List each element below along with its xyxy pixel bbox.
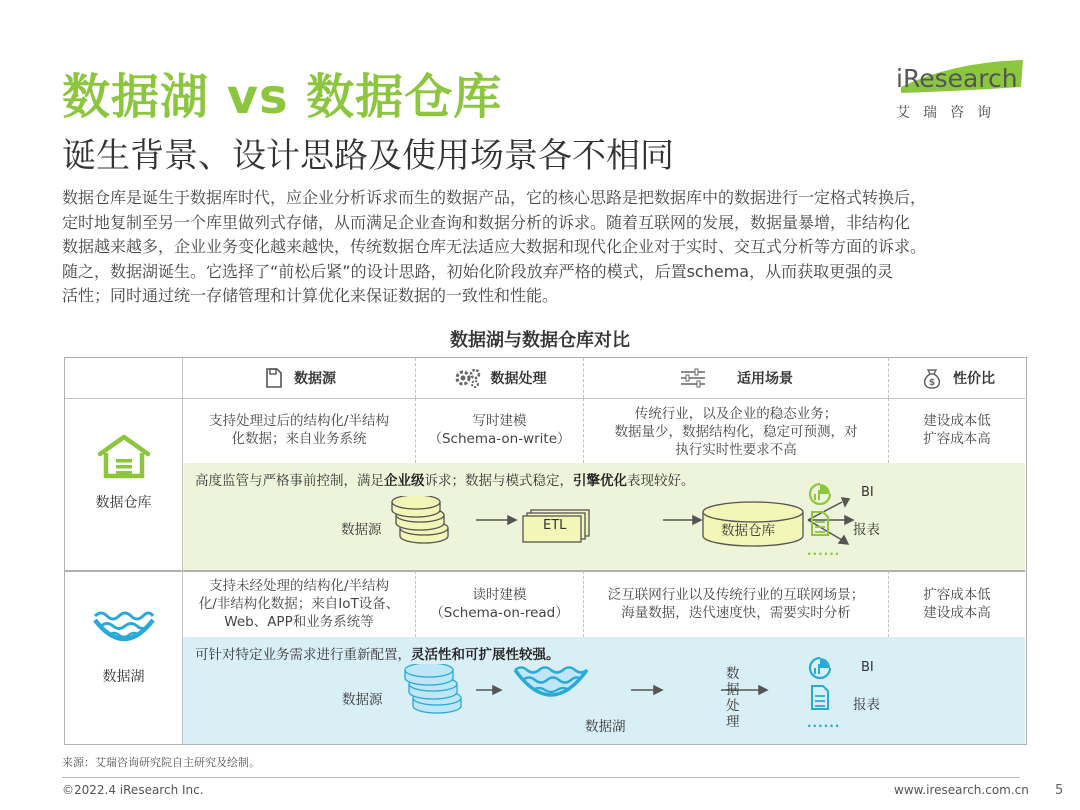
intro-paragraph bbox=[62, 186, 1032, 309]
lake-cost-cell: 扩容成本低 建设成本高 bbox=[923, 586, 991, 621]
footer-url[interactable]: www.iresearch.com.cn bbox=[894, 783, 1029, 797]
lake-process-label: 数 据 处 理 bbox=[726, 666, 740, 730]
lake-icon bbox=[91, 606, 157, 656]
footer-source: 来源：艾瑞咨询研究院自主研究及绘制。 bbox=[62, 756, 260, 769]
chart-icon bbox=[810, 484, 830, 504]
warehouse-cost-cell: 建设成本低 扩容成本高 bbox=[923, 413, 991, 447]
warehouse-bi-label: BI bbox=[861, 485, 874, 500]
table-title: 数据湖与数据仓库对比 bbox=[450, 330, 630, 351]
page-number: 5 bbox=[1055, 783, 1064, 798]
header-cost: $ 性价比 bbox=[889, 358, 1025, 398]
gears-icon bbox=[453, 366, 483, 390]
warehouse-more: ...... bbox=[807, 544, 841, 558]
warehouse-flow-source: 数据源 bbox=[341, 522, 382, 538]
comparison-table bbox=[64, 357, 1027, 745]
intro-line: 数据仓库是诞生于数据库时代，应企业分析诉求而生的数据产品，它的核心思路是把数据库中的数据进行一定格式转换后， bbox=[62, 188, 927, 207]
warehouse-scenario-cell: 传统行业，以及企业的稳态业务； 数据量少，数据结构化，稳定可预测，对 执行实时性要求不高 bbox=[614, 406, 858, 458]
warehouse-note: 高度监管与严格事前控制，满足企业级诉求；数据与模式稳定，引擎优化表现较好。 bbox=[195, 473, 695, 489]
report-icon bbox=[812, 512, 828, 535]
lake-row-label: 数据湖 bbox=[65, 606, 182, 686]
database-stack-icon bbox=[392, 496, 448, 543]
lake-flow-source: 数据源 bbox=[342, 692, 383, 708]
page-subtitle: 诞生背景、设计思路及使用场景各不相同 bbox=[62, 136, 674, 176]
file-icon bbox=[262, 366, 286, 390]
lake-bowl-icon bbox=[515, 668, 587, 696]
lake-output-icons bbox=[805, 654, 835, 744]
sliders-icon bbox=[679, 366, 707, 390]
warehouse-report-label: 报表 bbox=[853, 522, 880, 538]
header-data-processing: 数据处理 bbox=[416, 358, 583, 398]
warehouse-processing-cell: 写时建模 （Schema-on-write） bbox=[428, 413, 571, 447]
footer-copyright: ©2022.4 iResearch Inc. bbox=[62, 783, 204, 797]
chart-icon bbox=[810, 658, 830, 678]
etl-label: ETL bbox=[543, 518, 567, 533]
svg-text:$: $ bbox=[928, 378, 936, 388]
lake-scenario-cell: 泛互联网行业以及传统行业的互联网场景； 海量数据，迭代速度快，需要实时分析 bbox=[607, 586, 865, 621]
lake-source-cell: 支持未经处理的结构化/半结构 化/非结构化数据；来自IoT设备、 Web、APP和业务系统等 bbox=[198, 577, 400, 630]
header-scenario: 适用场景 bbox=[584, 358, 888, 398]
logo-brand: iResearch bbox=[896, 64, 1018, 93]
lake-report-label: 报表 bbox=[853, 697, 880, 713]
money-bag-icon bbox=[919, 365, 945, 391]
warehouse-row-label: 数据仓库 bbox=[65, 432, 182, 512]
lake-processing-cell: 读时建模 （Schema-on-read） bbox=[430, 586, 569, 621]
intro-line: 数据越来越多，企业业务变化越来越快，传统数据仓库无法适应大数据和现代化企业对于实时、交互式分析等方面的诉求。 bbox=[62, 237, 927, 256]
lake-more: ...... bbox=[807, 716, 841, 730]
database-stack-icon bbox=[405, 664, 461, 713]
footer-divider bbox=[62, 777, 1020, 778]
lake-store-label: 数据湖 bbox=[585, 719, 626, 735]
warehouse-store-label: 数据仓库 bbox=[721, 523, 775, 539]
warehouse-flow-diagram bbox=[390, 496, 1030, 562]
page-title: 数据湖 vs 数据仓库 bbox=[62, 69, 503, 125]
header-data-source: 数据源 bbox=[183, 358, 415, 398]
logo-brand-cn: 艾瑞咨询 bbox=[896, 105, 1004, 121]
intro-line: 活性；同时通过统一存储管理和计算优化来保证数据的一致性和性能。 bbox=[62, 286, 559, 305]
report-icon bbox=[812, 686, 828, 709]
warehouse-icon bbox=[94, 432, 154, 482]
intro-line: 随之，数据湖诞生。它选择了“前松后紧”的设计思路，初始化阶段放弃严格的模式，后置schema，从而获取更强的灵 bbox=[62, 261, 894, 281]
warehouse-source-cell: 支持处理过后的结构化/半结构 化数据；来自业务系统 bbox=[208, 413, 390, 447]
lake-note: 可针对特定业务需求进行重新配置，灵活性和可扩展性较强。 bbox=[195, 647, 560, 663]
lake-bi-label: BI bbox=[861, 660, 874, 675]
intro-line: 定时地复制至另一个库里做列式存储，从而满足企业查询和数据分析的诉求。随着互联网的发展，数据量暴增，非结构化 bbox=[62, 212, 911, 232]
